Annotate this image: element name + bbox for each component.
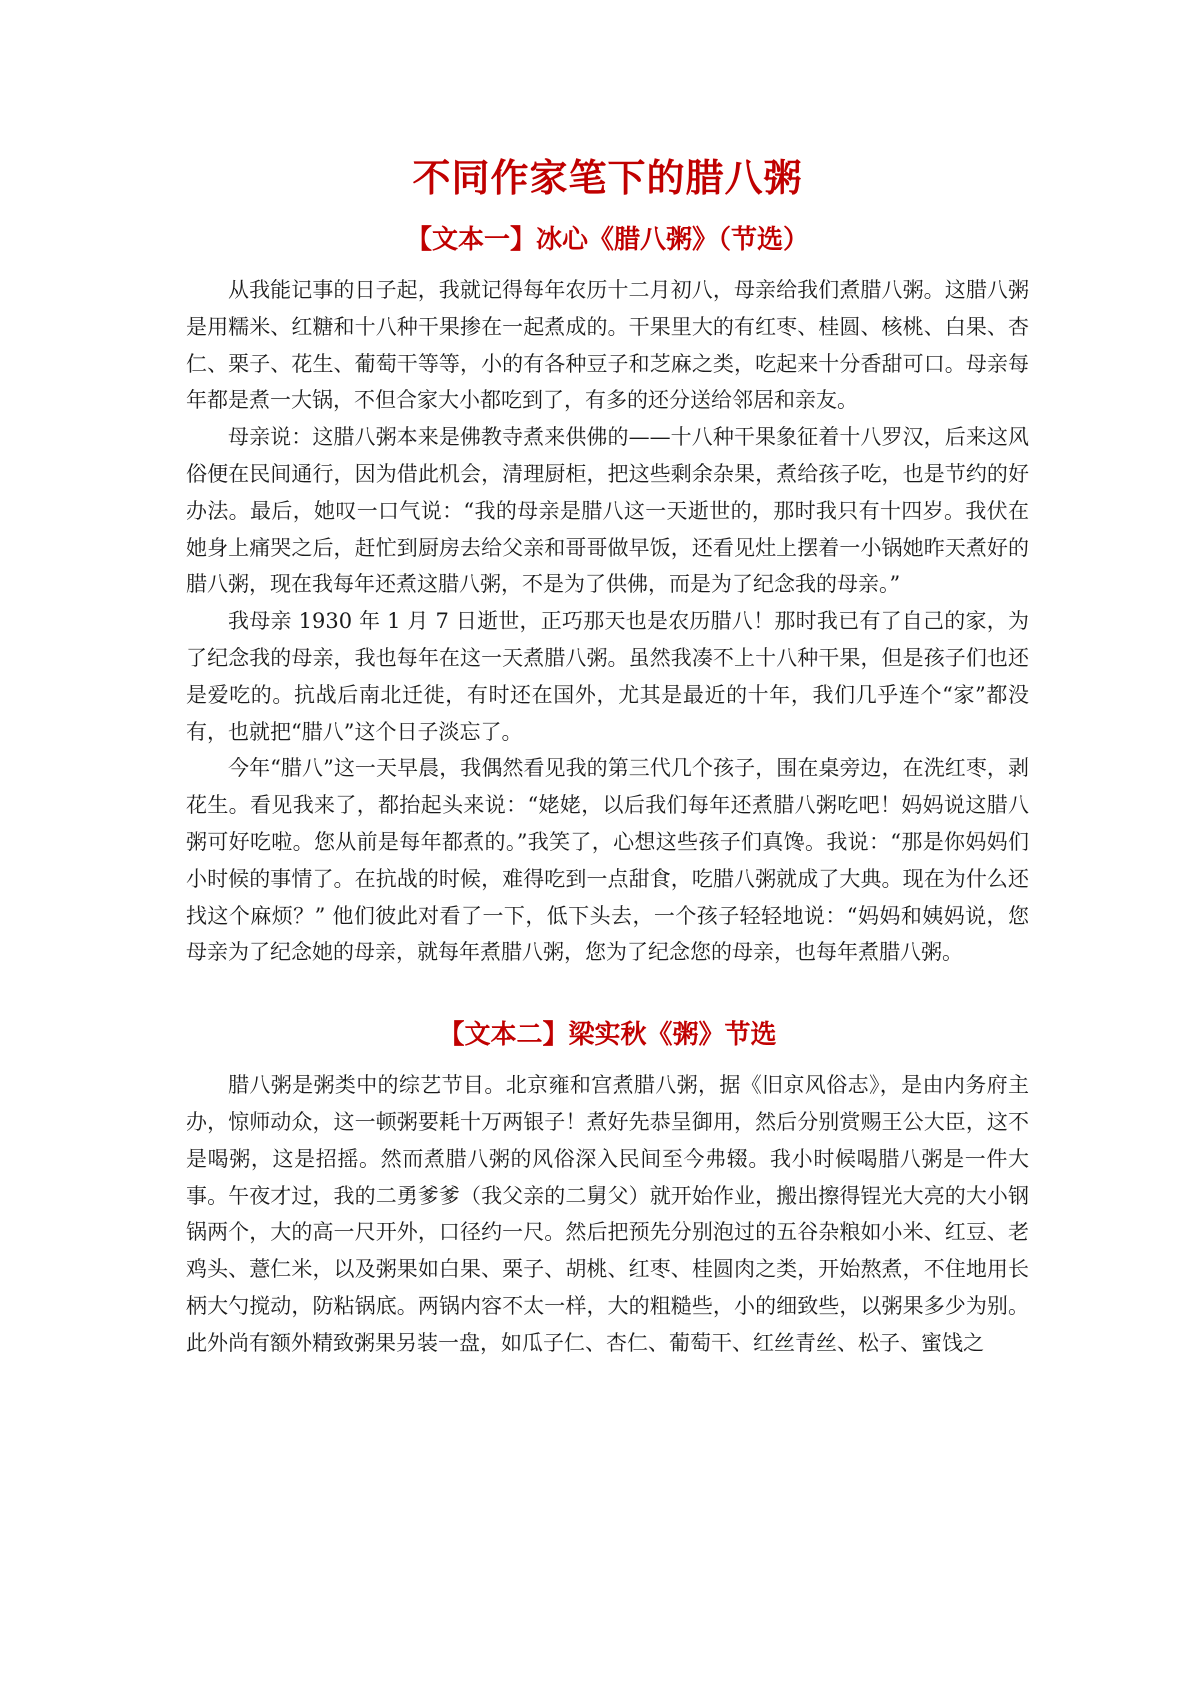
text2-paragraph-1: 腊八粥是粥类中的综艺节目。北京雍和宫煮腊八粥，据《旧京风俗志》，是由内务府主办，惊师动众，这一顿粥要耗十万两银子！煮好先恭呈御用，然后分别赏赐王公大臣，这不是喝粥，这是招摇。然而煮腊八粥的风俗深入民间至今弗辍。我小时候喝腊八粥是一件大事。午夜才过，我的二勇爹爹（我父亲的二舅父）就开始作业，搬出擦得锃光大亮的大小钢锅两个，大的高一尺开外，口径约一尺。然后把预先分别泡过的五谷杂粮如小米、红豆、老鸡头、薏仁米，以及粥果如白果、栗子、胡桃、红枣、桂圆肉之类，开始熬煮，不住地用长柄大勺搅动，防粘锅底。两锅内容不太一样，大的粗糙些，小的细致些，以粥果多少为别。此外尚有额外精致粥果另装一盘，如瓜子仁、杏仁、葡萄干、红丝青丝、松子、蜜饯之: [186, 1073, 1029, 1355]
text1-paragraph-3: 我母亲 1930 年 1 月 7 日逝世，正巧那天也是农历腊八！那时我已有了自己的家，为了纪念我的母亲，我也每年在这一天煮腊八粥。虽然我凑不上十八种干果，但是孩子们也还是爱吃的。抗战后南北迁徙，有时还在国外，尤其是最近的十年，我们几乎连个“家”都没有，也就把“腊八”这个日子淡忘了。: [186, 609, 1029, 744]
document-title: 不同作家笔下的腊八粥: [412, 155, 803, 200]
text1-paragraph-2: 母亲说：这腊八粥本来是佛教寺煮来供佛的——十八种干果象征着十八罗汉，后来这风俗便在民间通行，因为借此机会，清理厨柜，把这些剩余杂果，煮给孩子吃，也是节约的好办法。最后，她叹一口气说：“我的母亲是腊八这一天逝世的，那时我只有十四岁。我伏在她身上痛哭之后，赶忙到厨房去给父亲和哥哥做早饭，还看见灶上摆着一小锅她昨天煮好的腊八粥，现在我每年还煮这腊八粥，不是为了供佛，而是为了纪念我的母亲。”: [186, 425, 1029, 597]
text1-heading: 【文本一】冰心《腊八粥》（节选）: [405, 225, 809, 255]
text1-paragraph-1: 从我能记事的日子起，我就记得每年农历十二月初八，母亲给我们煮腊八粥。这腊八粥是用糯米、红糖和十八种干果掺在一起煮成的。干果里大的有红枣、桂圆、核桃、白果、杏仁、栗子、花生、葡萄干等等，小的有各种豆子和芝麻之类，吃起来十分香甜可口。母亲每年都是煮一大锅，不但合家大小都吃到了，有多的还分送给邻居和亲友。: [186, 278, 1029, 413]
document-page: [186, 150, 1029, 1362]
text1-paragraph-4: 今年“腊八”这一天早晨，我偶然看见我的第三代几个孩子，围在桌旁边，在洗红枣，剥花生。看见我来了，都抬起头来说：“姥姥，以后我们每年还煮腊八粥吃吧！妈妈说这腊八粥可好吃啦。您从前是每年都煮的。”我笑了，心想这些孩子们真馋。我说：“那是你妈妈们小时候的事情了。在抗战的时候，难得吃到一点甜食，吃腊八粥就成了大典。现在为什么还找这个麻烦？” 他们彼此对看了一下，低下头去，一个孩子轻轻地说：“妈妈和姨妈说，您母亲为了纪念她的母亲，就每年煮腊八粥，您为了纪念您的母亲，也每年煮腊八粥。: [186, 756, 1029, 965]
text2-heading: 【文本二】梁实秋《粥》节选: [438, 1020, 777, 1051]
